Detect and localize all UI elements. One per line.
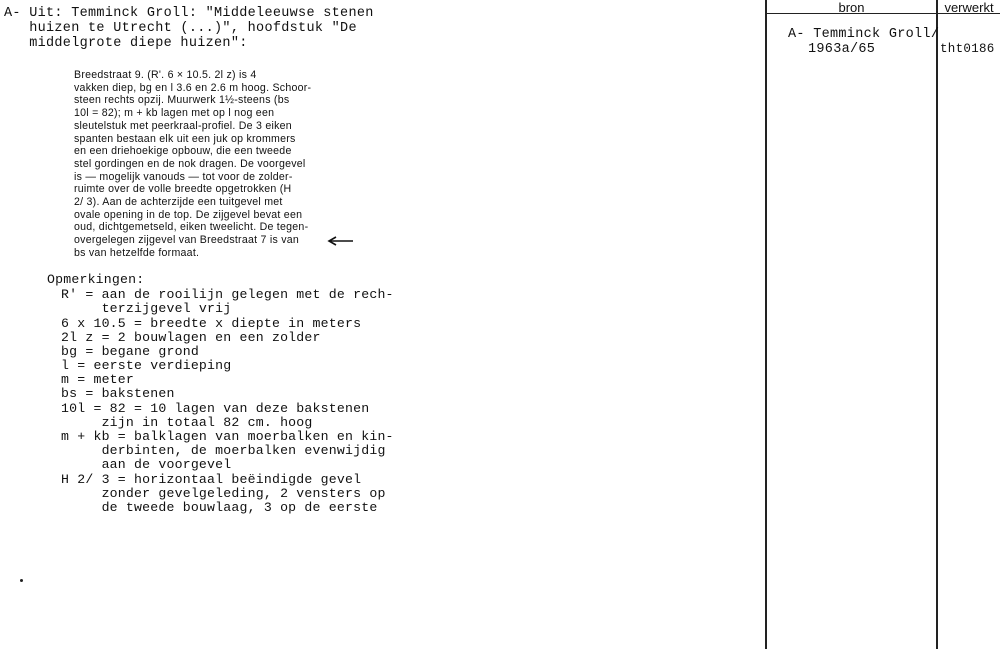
- citation-line-2: huizen te Utrecht (...)", hoofdstuk "De: [4, 21, 357, 36]
- source-reference-line2: 1963a/65: [808, 42, 876, 57]
- quote-line: steen rechts opzij. Muurwerk 1½-steens (bs: [74, 94, 290, 107]
- citation-line-3: middelgrote diepe huizen":: [4, 36, 248, 51]
- citation-line-1: A- Uit: Temminck Groll: "Middeleeuwse stenen: [4, 6, 374, 21]
- processed-code: tht0186: [940, 42, 995, 56]
- verwerkt-header: verwerkt: [944, 0, 994, 15]
- quote-line: ruimte over de volle breedte opgetrokken (H: [74, 183, 292, 196]
- quote-line: overgelegen zijgevel van Breedstraat 7 is van: [74, 234, 300, 247]
- source-reference-line1: A- Temminck Groll/: [788, 27, 940, 42]
- quote-line: oud, dichtgemetseld, eiken tweelicht. De tegen-: [74, 221, 309, 234]
- remark-line: m = meter: [61, 372, 135, 387]
- remarks-title: Opmerkingen:: [47, 272, 145, 287]
- remark-line: zonder gevelgeleding, 2 vensters op: [61, 486, 386, 501]
- remark-line: 10l = 82 = 10 lagen van deze bakstenen: [61, 401, 370, 416]
- quote-line: spanten bestaan elk uit een juk op krommers: [74, 132, 296, 145]
- quote-line: 10l = 82); m + kb lagen met op l nog een: [74, 107, 275, 120]
- remark-line: m + kb = balklagen van moerbalken en kin-: [61, 429, 394, 444]
- quote-line: sleutelstuk met peerkraal-profiel. De 3 eiken: [74, 119, 292, 132]
- stray-dot: [20, 579, 23, 582]
- remark-line: zijn in totaal 82 cm. hoog: [61, 415, 313, 430]
- quote-line: en een driehoekige opbouw, die een tweede: [74, 145, 292, 158]
- column-divider-left: [765, 0, 767, 649]
- quote-line: 2/ 3). Aan de achterzijde een tuitgevel met: [74, 196, 283, 209]
- bron-header: bron: [838, 0, 865, 15]
- quoted-passage: [74, 69, 349, 260]
- quote-line: is — mogelijk vanouds — tot voor de zolder-: [74, 170, 293, 183]
- quote-line: Breedstraat 9. (R'. 6 × 10.5. 2l z) is 4: [74, 69, 257, 81]
- remark-line: aan de voorgevel: [61, 457, 232, 472]
- quote-line: stel gordingen en de nok dragen. De voorgevel: [74, 157, 306, 170]
- remark-line: l = eerste verdieping: [61, 358, 232, 373]
- remark-line: bs = bakstenen: [61, 386, 175, 401]
- quote-line: ovale opening in de top. De zijgevel bevat een: [74, 208, 303, 221]
- remark-line: 6 x 10.5 = breedte x diepte in meters: [61, 316, 362, 331]
- quote-line: bs van hetzelfde formaat.: [74, 246, 200, 259]
- remark-line: bg = begane grond: [61, 344, 199, 359]
- remark-line: R' = aan de rooilijn gelegen met de rech-: [61, 287, 394, 302]
- column-divider-right: [936, 0, 938, 649]
- arrow-left-icon: [327, 236, 353, 246]
- remark-line: terzijgevel vrij: [61, 301, 232, 316]
- quote-line: vakken diep, bg en l 3.6 en 2.6 m hoog. Schoor-: [74, 81, 312, 94]
- remark-line: 2l z = 2 bouwlagen en een zolder: [61, 330, 321, 345]
- remark-line: H 2/ 3 = horizontaal beëindigde gevel: [61, 472, 362, 487]
- remark-line: de tweede bouwlaag, 3 op de eerste: [61, 500, 378, 515]
- remark-line: derbinten, de moerbalken evenwijdig: [61, 443, 386, 458]
